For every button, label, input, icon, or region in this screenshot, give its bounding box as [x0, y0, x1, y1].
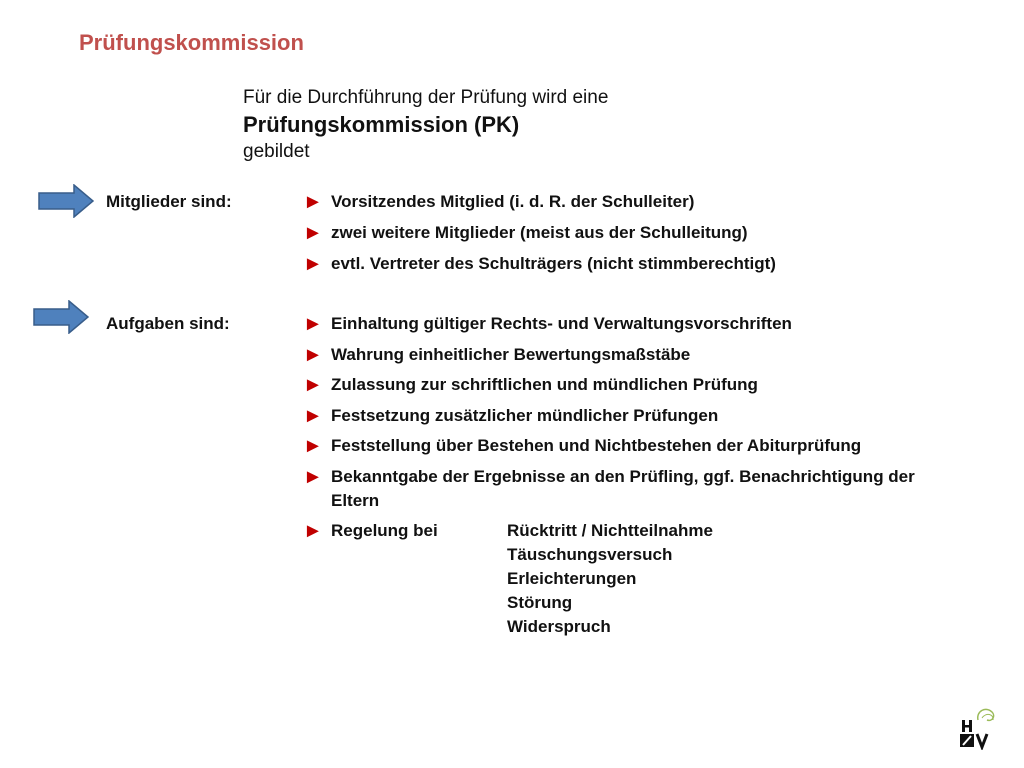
regelung-sub-item: Rücktritt / Nichtteilnahme	[507, 521, 713, 540]
task-item-text: Einhaltung gültiger Rechts- und Verwaltungsvorschriften	[331, 314, 792, 333]
bullet-triangle-icon: ►	[303, 466, 323, 488]
bullet-triangle-icon: ►	[303, 191, 323, 213]
task-item-text: Feststellung über Bestehen und Nichtbestehen der Abiturprüfung	[331, 436, 862, 455]
regelung-sub-item: Erleichterungen	[507, 569, 637, 588]
arrow-right-icon	[38, 184, 94, 218]
member-item	[303, 252, 1003, 276]
bullet-triangle-icon: ►	[303, 374, 323, 396]
arrow-right-icon	[33, 300, 89, 334]
task-item	[303, 312, 1003, 336]
bullet-triangle-icon: ►	[303, 520, 323, 542]
task-item-text: Zulassung zur schriftlichen und mündlichen Prüfung	[331, 375, 758, 394]
member-item-text: zwei weitere Mitglieder (meist aus der Schulleitung)	[331, 223, 748, 242]
bullet-triangle-icon: ►	[303, 405, 323, 427]
bullet-triangle-icon: ►	[303, 313, 323, 335]
bullet-triangle-icon: ►	[303, 222, 323, 244]
member-item	[303, 190, 1003, 214]
task-item-text: Bekanntgabe der Ergebnisse an den Prüfling, ggf. Benachrichtigung der Eltern	[331, 467, 915, 510]
regelung-sub-item: Täuschungsversuch	[507, 545, 673, 564]
intro-line-2: Prüfungskommission (PK)	[243, 112, 520, 137]
task-item-text: Wahrung einheitlicher Bewertungsmaßstäbe	[331, 345, 691, 364]
hlv-logo-icon	[956, 706, 1000, 750]
members-label: Mitglieder sind:	[106, 192, 232, 211]
bullet-triangle-icon: ►	[303, 435, 323, 457]
task-item	[303, 343, 1003, 367]
intro-line-3: gebildet	[243, 141, 310, 162]
member-item	[303, 221, 1003, 245]
intro-text	[243, 84, 608, 165]
member-item-text: Vorsitzendes Mitglied (i. d. R. der Schulleiter)	[331, 192, 695, 211]
task-item	[303, 434, 1003, 458]
regelung-sub-item: Störung	[507, 593, 573, 612]
regelung-sublist	[507, 519, 713, 639]
task-item-text: Festsetzung zusätzlicher mündlicher Prüfungen	[331, 406, 719, 425]
member-item-text: evtl. Vertreter des Schulträgers (nicht stimmberechtigt)	[331, 254, 776, 273]
regelung-sub-item: Widerspruch	[507, 617, 611, 636]
task-item	[303, 465, 963, 513]
bullet-triangle-icon: ►	[303, 253, 323, 275]
task-item-text: Regelung bei	[331, 521, 438, 540]
slide-title: Prüfungskommission	[79, 30, 304, 55]
bullet-triangle-icon: ►	[303, 344, 323, 366]
tasks-label: Aufgaben sind:	[106, 314, 230, 333]
task-item	[303, 404, 1003, 428]
task-item	[303, 373, 1003, 397]
intro-line-1: Für die Durchführung der Prüfung wird eine	[243, 87, 609, 108]
